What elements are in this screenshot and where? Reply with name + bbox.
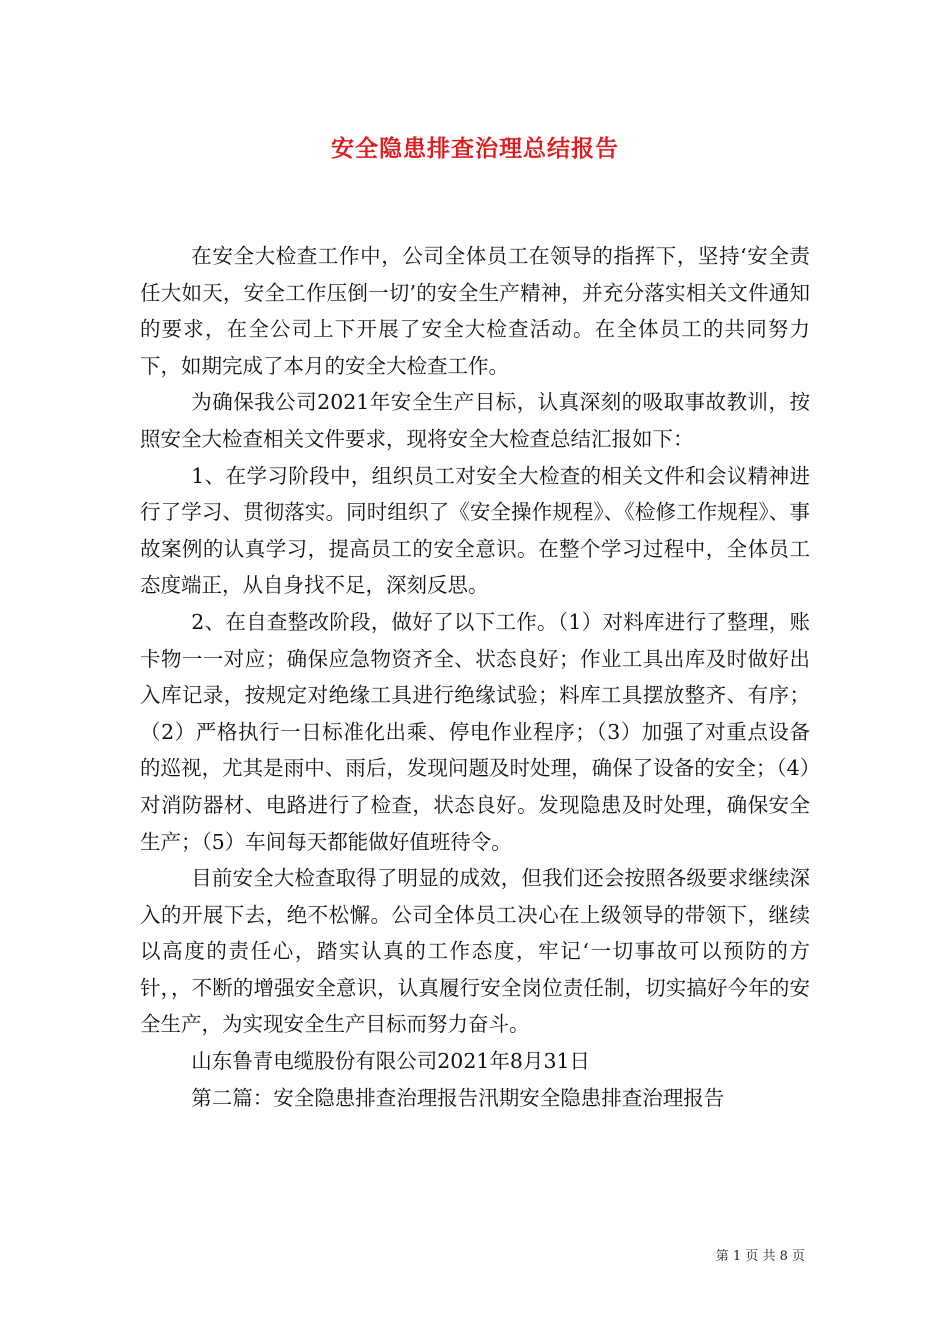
paragraph-study-phase: 1、在学习阶段中，组织员工对安全大检查的相关文件和会议精神进行了学习、贯彻落实。同时组织了《安全操作规程》、《检修工作规程》、事故案例的认真学习，提高员工的安全意识。在整个学习过程中，全体员工态度端正，从自身找不足，深刻反思。 <box>140 463 810 598</box>
paragraph-second-chapter: 第二篇：安全隐患排查治理报告汛期安全隐患排查治理报告 <box>191 1085 725 1110</box>
paragraph-self-check-phase: 2、在自查整改阶段，做好了以下工作。（1）对料库进行了整理，账卡物一一对应；确保应急物资齐全、状态良好；作业工具出库及时做好出入库记录，按规定对绝缘工具进行绝缘试验；料库工具摆放整齐、有序；（2）严格执行一日标准化出乘、停电作业程序；（3）加强了对重点设备的巡视，尤其是雨中、雨后，发现问题及时处理，确保了设备的安全；（4）对消防器材、电路进行了检查，状态良好。发现隐患及时处理，确保安全生产；（5）车间每天都能做好值班待令。 <box>140 609 810 854</box>
paragraph-signature: 山东鲁青电缆股份有限公司2021年8月31日 <box>191 1049 591 1074</box>
paragraph-purpose: 为确保我公司2021年安全生产目标，认真深刻的吸取事故教训，按照安全大检查相关文件要求，现将安全大检查总结汇报如下： <box>140 390 810 451</box>
document-body <box>140 238 810 1116</box>
document-title: 安全隐患排查治理总结报告 <box>331 135 619 162</box>
paragraph-intro: 在安全大检查工作中，公司全体员工在领导的指挥下，坚持‘安全责任大如天，安全工作压倒一切’的安全生产精神，并充分落实相关文件通知的要求，在全公司上下开展了安全大检查活动。在全体员工的共同努力下，如期完成了本月的安全大检查工作。 <box>140 244 810 378</box>
page-number-footer: 第 1 页 共 8 页 <box>715 1249 805 1264</box>
paragraph-conclusion: 目前安全大检查取得了明显的成效，但我们还会按照各级要求继续深入的开展下去，绝不松懈。公司全体员工决心在上级领导的带领下，继续以高度的责任心，踏实认真的工作态度，牢记‘一切事故可以预防的方针，，不断的增强安全意识，认真履行安全岗位责任制，切实搞好今年的安全生产，为实现安全生产目标而努力奋斗。 <box>140 866 810 1037</box>
